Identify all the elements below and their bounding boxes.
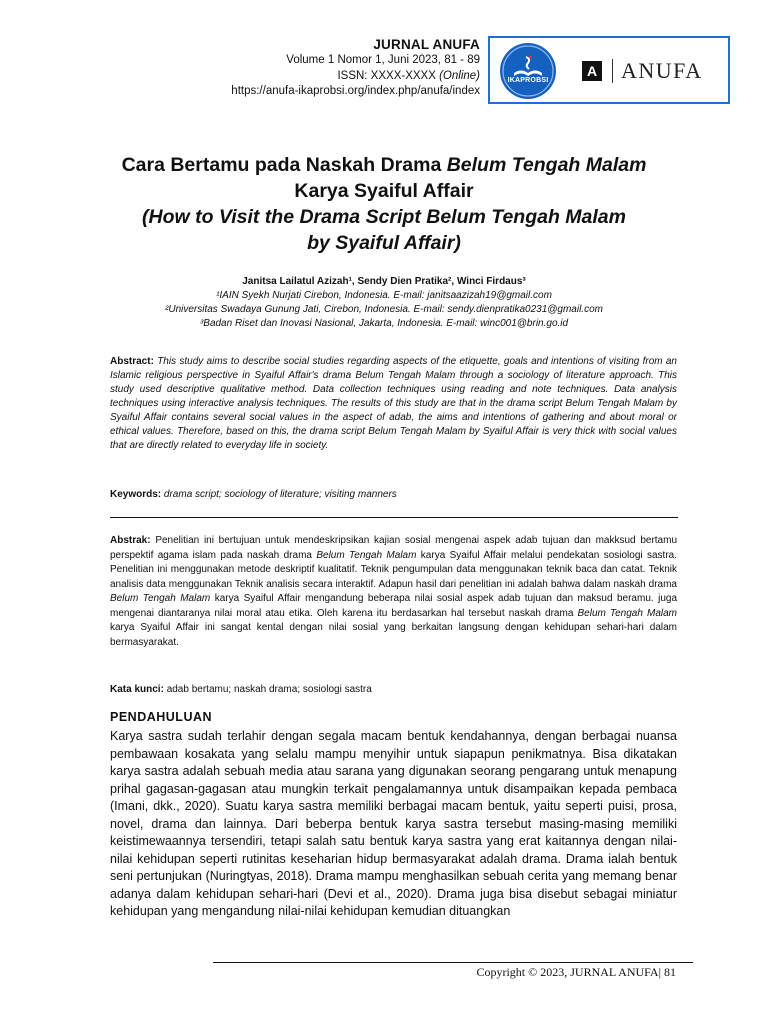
- abstrak-label: Abstrak:: [110, 535, 151, 546]
- journal-info: [231, 37, 480, 100]
- keywords: [110, 488, 677, 502]
- title-italic: Belum Tengah Malam: [446, 154, 647, 176]
- affiliation-3: ³Badan Riset dan Inovasi Nasional, Jakarta, Indonesia. E-mail: winc001@brin.go.id: [199, 318, 569, 329]
- anufa-brand: [582, 57, 703, 85]
- section-heading: PENDAHULUAN: [110, 710, 213, 724]
- kata-kunci-text: adab bertamu; naskah drama; sosiologi sastra: [166, 684, 372, 695]
- affiliation-2: ²Universitas Swadaya Gunung Jati, Cirebon, Indonesia. E-mail: sendy.dienpratika0231@gmail.com: [165, 304, 603, 315]
- article-title: [60, 152, 708, 256]
- title-line-2: Karya Syaiful Affair: [294, 180, 474, 202]
- keywords-label: Keywords:: [110, 489, 162, 500]
- keywords-text: drama script; sociology of literature; visiting manners: [163, 489, 397, 500]
- abstract-indonesian: Abstrak: Penelitian ini bertujuan untuk mendeskripsikan kajian sosial mengenai aspek adab tujuan dan makksud bertamu perspektif agama islam pada naskah drama Belum Tengah Malam karya Syaiful Affair melalui pendekatan sosiologi sastra. Penelitian ini menggunakan metode deskriptif kualitatif. Teknik pengumpulan data menggunakan teknik baca dan catat. Teknik analisis data menggunakan Teknik analisis secara interaktif. Adapun hasil dari penelitian ini adalah bahwa dalam naskah drama Belum Tengah Malam karya Syaiful Affair mengandung beberapa nilai sosial aspek adab tujuan dan maksud beramu. juga mengenai diantaranya nilai moral atau etika. Oleh karena itu berdasarkan hal tersebut naskah drama Belum Tengah Malam karya Syaiful Affair ini sangat kental dengan nilai sosial yang berkaitan langsung dengan kehidupan sehari-hari dalam bermasyarakat.: [110, 535, 678, 648]
- anufa-mark-icon: A: [582, 61, 602, 81]
- journal-issn: [231, 69, 480, 85]
- journal-logo-box: [488, 36, 730, 104]
- footer-divider: [213, 962, 693, 963]
- title-regular: Cara Bertamu pada Naskah Drama: [121, 154, 447, 176]
- abstract-label: Abstract:: [110, 356, 154, 367]
- section-body: Karya sastra sudah terlahir dengan segala macam bentuk kendahannya, dengan berbagai nuansa pembawaan kosakata yang selalu mampu menyihir untuk siapapun penikmatnya. Bisa dikatakan karya sastra adalah sebuah media atau sarana yang digunakan seorang pengarang untuk menapung prihal gagasan-gagasan atau mungkin terkait pengalamannya untuk disampaikan kepada pembaca (Imani, dkk., 2020). Suatu karya sastra memiliki berbagai macam bentuk, yaitu seperti puisi, prosa, novel, drama dan lainnya. Dari beberpa bentuk karya sastra tersebut masing-masing memiliki keistimewaannya tersendiri, tetapi salah satu bentuk karya sastra yang erat kaitannya dengan nilai-nilai kehidupan seperti rutinitas keseharian hidup bermasyarakat adalah drama. Drama ialah bentuk seni pertunjukan (Nuringtyas, 2018). Drama mampu menghasilkan sebuah cerita yang memang benar adanya dalam kehidupan sehari-hari (Devi et al., 2020). Drama juga bisa disebut sebagai miniatur kehidupan yang mengandung nilai-nilai kehidupan kemudian dituangkan: [110, 729, 677, 918]
- issn-type: (Online): [439, 69, 480, 82]
- book-icon: [500, 43, 556, 99]
- title-line-1: [60, 152, 708, 178]
- issn-label: ISSN: XXXX-XXXX: [337, 69, 436, 82]
- journal-volume: Volume 1 Nomor 1, Juni 2023, 81 - 89: [286, 54, 480, 66]
- abstract-text: This study aims to describe social studies regarding aspects of the etiquette, goals and intentions of visiting from an Islamic religious perspective in Syaiful Affair's drama Belum Tengah Malam through a sociology of literature approach. This study used descriptive qualitative method. Data collection techniques using reading and note techniques. Data analysis techniques using interactive analysis techniques. The results of this study are that in the drama script Belum Tengah Malam by Syaiful Affair contains several social values in the aspect of adab, the aims and intentions of gathering and about moral or ethical values. Therefore, based on this, the drama script Belum Tengah Malam by Syaiful Affair is very thick with social values that are directly related to everyday life in society.: [110, 356, 677, 451]
- abstract-divider: [110, 517, 678, 518]
- kata-kunci: [110, 683, 677, 697]
- emblem-label: IKAPROBSI: [507, 77, 549, 84]
- title-en-line-2: by Syaiful Affair): [307, 232, 461, 254]
- brand-name: ANUFA: [621, 58, 703, 83]
- journal-name: JURNAL ANUFA: [373, 37, 480, 52]
- brand-divider: [612, 59, 613, 83]
- affiliation-1: ¹IAIN Syekh Nurjati Cirebon, Indonesia. E-mail: janitsaazizah19@gmail.com: [216, 290, 552, 301]
- author-names: Janitsa Lailatul Azizah¹, Sendy Dien Pratika², Winci Firdaus³: [242, 276, 526, 287]
- kata-kunci-label: Kata kunci:: [110, 684, 164, 695]
- abstract-english: [110, 355, 677, 453]
- author-block: [60, 275, 708, 331]
- journal-url[interactable]: https://anufa-ikaprobsi.org/index.php/anufa/index: [231, 85, 480, 97]
- journal-header: [0, 36, 768, 104]
- title-en-line-1: (How to Visit the Drama Script Belum Tengah Malam: [142, 206, 626, 228]
- ikaprobsi-emblem: [500, 43, 556, 99]
- page-footer: Copyright © 2023, JURNAL ANUFA| 81: [476, 965, 676, 979]
